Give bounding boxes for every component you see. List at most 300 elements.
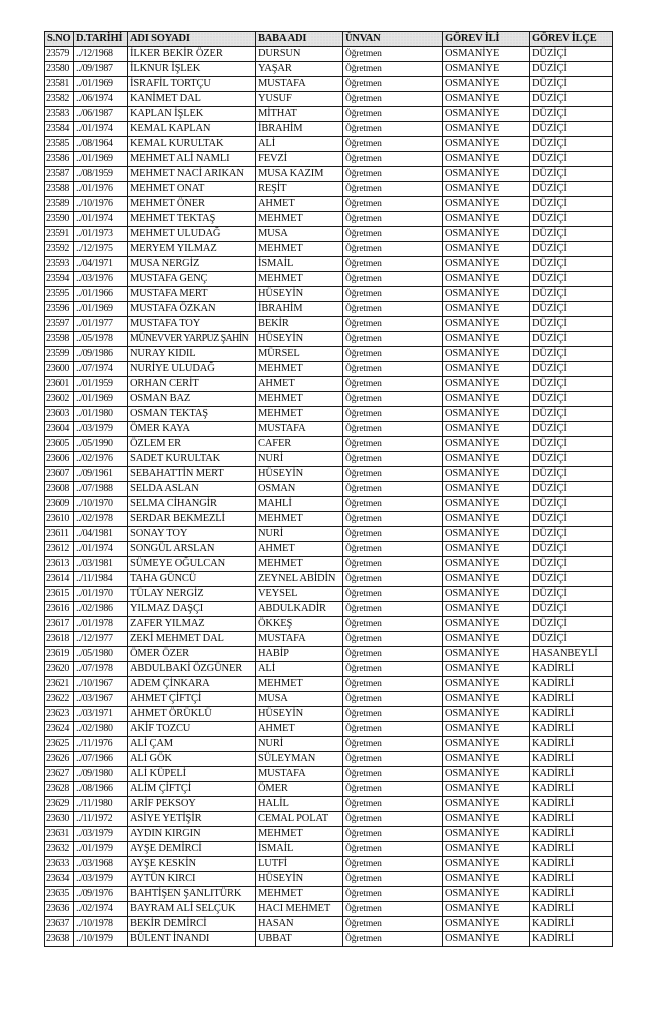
row-birth-date: ../11/1976 bbox=[74, 737, 128, 752]
row-birth-date: ../02/1974 bbox=[74, 902, 128, 917]
row-full-name: ÖZLEM ER bbox=[128, 437, 256, 452]
row-title: Öğretmen bbox=[343, 107, 443, 122]
table-row bbox=[45, 527, 613, 542]
row-title: Öğretmen bbox=[343, 437, 443, 452]
row-birth-date: ../12/1975 bbox=[74, 242, 128, 257]
row-title: Öğretmen bbox=[343, 782, 443, 797]
row-district: KADİRLİ bbox=[530, 737, 613, 752]
row-full-name: KANİMET DAL bbox=[128, 92, 256, 107]
row-province: OSMANİYE bbox=[443, 767, 530, 782]
row-birth-date: ../07/1978 bbox=[74, 662, 128, 677]
row-province: OSMANİYE bbox=[443, 467, 530, 482]
row-full-name: ZEKİ MEHMET DAL bbox=[128, 632, 256, 647]
row-province: OSMANİYE bbox=[443, 842, 530, 857]
table-row bbox=[45, 377, 613, 392]
table-row bbox=[45, 782, 613, 797]
row-title: Öğretmen bbox=[343, 317, 443, 332]
row-father-name: AHMET bbox=[256, 377, 343, 392]
row-district: DÜZİÇİ bbox=[530, 242, 613, 257]
row-birth-date: ../11/1980 bbox=[74, 797, 128, 812]
row-full-name: AYTÜN KIRCI bbox=[128, 872, 256, 887]
row-father-name: CAFER bbox=[256, 437, 343, 452]
row-full-name: MEHMET ULUDAĞ bbox=[128, 227, 256, 242]
row-sno: 23612 bbox=[45, 542, 74, 557]
row-full-name: AYDIN KIRGIN bbox=[128, 827, 256, 842]
row-sno: 23596 bbox=[45, 302, 74, 317]
row-sno: 23588 bbox=[45, 182, 74, 197]
row-full-name: ALİ GÖK bbox=[128, 752, 256, 767]
table-row bbox=[45, 872, 613, 887]
row-father-name: HALİL bbox=[256, 797, 343, 812]
row-father-name: YAŞAR bbox=[256, 62, 343, 77]
row-title: Öğretmen bbox=[343, 632, 443, 647]
table-row bbox=[45, 272, 613, 287]
row-father-name: NURİ bbox=[256, 527, 343, 542]
row-sno: 23613 bbox=[45, 557, 74, 572]
row-sno: 23620 bbox=[45, 662, 74, 677]
row-birth-date: ../01/1969 bbox=[74, 302, 128, 317]
row-district: DÜZİÇİ bbox=[530, 332, 613, 347]
row-full-name: BAYRAM ALİ SELÇUK bbox=[128, 902, 256, 917]
row-birth-date: ../01/1970 bbox=[74, 587, 128, 602]
row-father-name: İSMAİL bbox=[256, 842, 343, 857]
row-birth-date: ../01/1978 bbox=[74, 617, 128, 632]
row-title: Öğretmen bbox=[343, 647, 443, 662]
table-row bbox=[45, 317, 613, 332]
row-province: OSMANİYE bbox=[443, 437, 530, 452]
row-full-name: KEMAL KURULTAK bbox=[128, 137, 256, 152]
row-birth-date: ../03/1979 bbox=[74, 872, 128, 887]
row-province: OSMANİYE bbox=[443, 392, 530, 407]
row-birth-date: ../02/1976 bbox=[74, 452, 128, 467]
row-province: OSMANİYE bbox=[443, 242, 530, 257]
row-sno: 23582 bbox=[45, 92, 74, 107]
row-sno: 23602 bbox=[45, 392, 74, 407]
row-title: Öğretmen bbox=[343, 812, 443, 827]
row-title: Öğretmen bbox=[343, 887, 443, 902]
row-father-name: MUSTAFA bbox=[256, 422, 343, 437]
row-father-name: MEHMET bbox=[256, 887, 343, 902]
row-district: KADİRLİ bbox=[530, 812, 613, 827]
row-district: DÜZİÇİ bbox=[530, 497, 613, 512]
row-full-name: BÜLENT İNANDI bbox=[128, 932, 256, 947]
row-father-name: MEHMET bbox=[256, 677, 343, 692]
row-province: OSMANİYE bbox=[443, 197, 530, 212]
row-birth-date: ../01/1977 bbox=[74, 317, 128, 332]
row-province: OSMANİYE bbox=[443, 647, 530, 662]
row-province: OSMANİYE bbox=[443, 362, 530, 377]
row-birth-date: ../08/1964 bbox=[74, 137, 128, 152]
row-title: Öğretmen bbox=[343, 257, 443, 272]
row-father-name: MEHMET bbox=[256, 827, 343, 842]
row-district: DÜZİÇİ bbox=[530, 137, 613, 152]
row-district: DÜZİÇİ bbox=[530, 167, 613, 182]
table-row bbox=[45, 122, 613, 137]
row-title: Öğretmen bbox=[343, 122, 443, 137]
table-row bbox=[45, 47, 613, 62]
row-full-name: SERDAR BEKMEZLİ bbox=[128, 512, 256, 527]
row-sno: 23584 bbox=[45, 122, 74, 137]
table-row bbox=[45, 407, 613, 422]
row-title: Öğretmen bbox=[343, 77, 443, 92]
row-title: Öğretmen bbox=[343, 707, 443, 722]
row-district: DÜZİÇİ bbox=[530, 152, 613, 167]
row-district: DÜZİÇİ bbox=[530, 602, 613, 617]
row-full-name: MUSTAFA ÖZKAN bbox=[128, 302, 256, 317]
row-sno: 23585 bbox=[45, 137, 74, 152]
row-full-name: İLKER BEKİR ÖZER bbox=[128, 47, 256, 62]
row-birth-date: ../02/1986 bbox=[74, 602, 128, 617]
row-sno: 23597 bbox=[45, 317, 74, 332]
header-district: GÖREV İLÇE bbox=[530, 32, 613, 47]
row-birth-date: ../03/1979 bbox=[74, 827, 128, 842]
row-full-name: AHMET ÖRÜKLÜ bbox=[128, 707, 256, 722]
row-father-name: MEHMET bbox=[256, 362, 343, 377]
row-province: OSMANİYE bbox=[443, 167, 530, 182]
row-province: OSMANİYE bbox=[443, 272, 530, 287]
row-district: DÜZİÇİ bbox=[530, 77, 613, 92]
row-district: DÜZİÇİ bbox=[530, 482, 613, 497]
table-row bbox=[45, 287, 613, 302]
row-sno: 23631 bbox=[45, 827, 74, 842]
row-father-name: İBRAHİM bbox=[256, 122, 343, 137]
table-row bbox=[45, 437, 613, 452]
row-sno: 23590 bbox=[45, 212, 74, 227]
row-province: OSMANİYE bbox=[443, 932, 530, 947]
row-sno: 23628 bbox=[45, 782, 74, 797]
table-row bbox=[45, 137, 613, 152]
row-province: OSMANİYE bbox=[443, 152, 530, 167]
row-title: Öğretmen bbox=[343, 737, 443, 752]
row-father-name: HÜSEYİN bbox=[256, 467, 343, 482]
row-sno: 23592 bbox=[45, 242, 74, 257]
row-district: DÜZİÇİ bbox=[530, 272, 613, 287]
row-sno: 23624 bbox=[45, 722, 74, 737]
row-district: DÜZİÇİ bbox=[530, 227, 613, 242]
row-father-name: MEHMET bbox=[256, 512, 343, 527]
table-row bbox=[45, 887, 613, 902]
row-father-name: REŞİT bbox=[256, 182, 343, 197]
row-father-name: MUSTAFA bbox=[256, 77, 343, 92]
row-full-name: SONGÜL ARSLAN bbox=[128, 542, 256, 557]
table-row bbox=[45, 542, 613, 557]
row-sno: 23589 bbox=[45, 197, 74, 212]
row-province: OSMANİYE bbox=[443, 902, 530, 917]
row-title: Öğretmen bbox=[343, 767, 443, 782]
table-row bbox=[45, 257, 613, 272]
row-birth-date: ../07/1974 bbox=[74, 362, 128, 377]
row-full-name: TÜLAY NERGİZ bbox=[128, 587, 256, 602]
row-full-name: SADET KURULTAK bbox=[128, 452, 256, 467]
row-father-name: FEVZİ bbox=[256, 152, 343, 167]
row-father-name: YUSUF bbox=[256, 92, 343, 107]
row-birth-date: ../09/1980 bbox=[74, 767, 128, 782]
row-birth-date: ../07/1966 bbox=[74, 752, 128, 767]
row-title: Öğretmen bbox=[343, 272, 443, 287]
row-father-name: MEHMET bbox=[256, 212, 343, 227]
row-sno: 23610 bbox=[45, 512, 74, 527]
row-district: DÜZİÇİ bbox=[530, 362, 613, 377]
table-row bbox=[45, 827, 613, 842]
table-body bbox=[45, 47, 613, 947]
row-father-name: AHMET bbox=[256, 197, 343, 212]
row-birth-date: ../01/1969 bbox=[74, 152, 128, 167]
row-sno: 23629 bbox=[45, 797, 74, 812]
personnel-table bbox=[44, 31, 613, 947]
row-full-name: SÜMEYE OĞULCAN bbox=[128, 557, 256, 572]
row-father-name: ABDULKADİR bbox=[256, 602, 343, 617]
row-title: Öğretmen bbox=[343, 917, 443, 932]
row-district: KADİRLİ bbox=[530, 932, 613, 947]
row-district: KADİRLİ bbox=[530, 797, 613, 812]
row-sno: 23619 bbox=[45, 647, 74, 662]
row-sno: 23606 bbox=[45, 452, 74, 467]
row-title: Öğretmen bbox=[343, 347, 443, 362]
row-birth-date: ../01/1979 bbox=[74, 842, 128, 857]
row-district: DÜZİÇİ bbox=[530, 437, 613, 452]
row-title: Öğretmen bbox=[343, 47, 443, 62]
row-sno: 23621 bbox=[45, 677, 74, 692]
row-province: OSMANİYE bbox=[443, 542, 530, 557]
row-father-name: HÜSEYİN bbox=[256, 872, 343, 887]
row-full-name: SEBAHATTİN MERT bbox=[128, 467, 256, 482]
row-title: Öğretmen bbox=[343, 392, 443, 407]
row-father-name: MUSA bbox=[256, 227, 343, 242]
row-full-name: AYŞE KESKİN bbox=[128, 857, 256, 872]
row-father-name: HABİP bbox=[256, 647, 343, 662]
row-full-name: MUSTAFA GENÇ bbox=[128, 272, 256, 287]
table-row bbox=[45, 737, 613, 752]
row-birth-date: ../01/1974 bbox=[74, 122, 128, 137]
row-province: OSMANİYE bbox=[443, 332, 530, 347]
row-full-name: OSMAN TEKTAŞ bbox=[128, 407, 256, 422]
row-birth-date: ../03/1968 bbox=[74, 857, 128, 872]
row-full-name: SONAY TOY bbox=[128, 527, 256, 542]
row-title: Öğretmen bbox=[343, 602, 443, 617]
row-birth-date: ../03/1981 bbox=[74, 557, 128, 572]
row-full-name: OSMAN BAZ bbox=[128, 392, 256, 407]
row-sno: 23600 bbox=[45, 362, 74, 377]
row-province: OSMANİYE bbox=[443, 122, 530, 137]
row-birth-date: ../12/1968 bbox=[74, 47, 128, 62]
row-birth-date: ../05/1980 bbox=[74, 647, 128, 662]
row-district: DÜZİÇİ bbox=[530, 347, 613, 362]
row-birth-date: ../12/1977 bbox=[74, 632, 128, 647]
row-father-name: İBRAHİM bbox=[256, 302, 343, 317]
row-title: Öğretmen bbox=[343, 467, 443, 482]
table-row bbox=[45, 917, 613, 932]
row-province: OSMANİYE bbox=[443, 677, 530, 692]
row-birth-date: ../03/1971 bbox=[74, 707, 128, 722]
row-father-name: UBBAT bbox=[256, 932, 343, 947]
row-full-name: NURİYE ULUDAĞ bbox=[128, 362, 256, 377]
row-full-name: İLKNUR İŞLEK bbox=[128, 62, 256, 77]
row-birth-date: ../09/1961 bbox=[74, 467, 128, 482]
row-sno: 23627 bbox=[45, 767, 74, 782]
table-row bbox=[45, 182, 613, 197]
header-title: ÜNVAN bbox=[343, 32, 443, 47]
row-district: KADİRLİ bbox=[530, 842, 613, 857]
row-birth-date: ../01/1973 bbox=[74, 227, 128, 242]
row-title: Öğretmen bbox=[343, 752, 443, 767]
row-title: Öğretmen bbox=[343, 167, 443, 182]
row-sno: 23634 bbox=[45, 872, 74, 887]
table-row bbox=[45, 482, 613, 497]
row-full-name: AHMET ÇİFTÇİ bbox=[128, 692, 256, 707]
row-title: Öğretmen bbox=[343, 152, 443, 167]
row-province: OSMANİYE bbox=[443, 557, 530, 572]
table-row bbox=[45, 392, 613, 407]
row-province: OSMANİYE bbox=[443, 92, 530, 107]
table-row bbox=[45, 842, 613, 857]
row-sno: 23625 bbox=[45, 737, 74, 752]
row-title: Öğretmen bbox=[343, 242, 443, 257]
row-full-name: AKİF TOZCU bbox=[128, 722, 256, 737]
row-full-name: NURAY KIDIL bbox=[128, 347, 256, 362]
row-title: Öğretmen bbox=[343, 842, 443, 857]
table-row bbox=[45, 572, 613, 587]
table-row bbox=[45, 857, 613, 872]
row-father-name: ALİ bbox=[256, 137, 343, 152]
row-district: DÜZİÇİ bbox=[530, 407, 613, 422]
row-province: OSMANİYE bbox=[443, 512, 530, 527]
row-sno: 23580 bbox=[45, 62, 74, 77]
row-province: OSMANİYE bbox=[443, 812, 530, 827]
row-province: OSMANİYE bbox=[443, 752, 530, 767]
row-full-name: ZAFER YILMAZ bbox=[128, 617, 256, 632]
table-row bbox=[45, 722, 613, 737]
row-birth-date: ../11/1972 bbox=[74, 812, 128, 827]
row-title: Öğretmen bbox=[343, 377, 443, 392]
row-father-name: AHMET bbox=[256, 722, 343, 737]
row-sno: 23603 bbox=[45, 407, 74, 422]
row-district: DÜZİÇİ bbox=[530, 47, 613, 62]
row-father-name: MİTHAT bbox=[256, 107, 343, 122]
row-sno: 23586 bbox=[45, 152, 74, 167]
row-province: OSMANİYE bbox=[443, 257, 530, 272]
table-row bbox=[45, 902, 613, 917]
row-sno: 23593 bbox=[45, 257, 74, 272]
row-title: Öğretmen bbox=[343, 227, 443, 242]
row-birth-date: ../01/1974 bbox=[74, 542, 128, 557]
row-birth-date: ../10/1976 bbox=[74, 197, 128, 212]
row-birth-date: ../04/1971 bbox=[74, 257, 128, 272]
row-title: Öğretmen bbox=[343, 302, 443, 317]
row-full-name: ALİM ÇİFTÇİ bbox=[128, 782, 256, 797]
table-row bbox=[45, 647, 613, 662]
row-province: OSMANİYE bbox=[443, 347, 530, 362]
row-sno: 23630 bbox=[45, 812, 74, 827]
row-district: KADİRLİ bbox=[530, 677, 613, 692]
row-province: OSMANİYE bbox=[443, 137, 530, 152]
header-province: GÖREV İLİ bbox=[443, 32, 530, 47]
row-title: Öğretmen bbox=[343, 62, 443, 77]
row-province: OSMANİYE bbox=[443, 407, 530, 422]
row-title: Öğretmen bbox=[343, 512, 443, 527]
row-district: DÜZİÇİ bbox=[530, 107, 613, 122]
row-full-name: ÖMER ÖZER bbox=[128, 647, 256, 662]
table-row bbox=[45, 662, 613, 677]
row-father-name: MÜRSEL bbox=[256, 347, 343, 362]
row-district: HASANBEYLİ bbox=[530, 647, 613, 662]
row-birth-date: ../06/1974 bbox=[74, 92, 128, 107]
row-birth-date: ../02/1980 bbox=[74, 722, 128, 737]
row-district: DÜZİÇİ bbox=[530, 572, 613, 587]
header-father-name: BABA ADI bbox=[256, 32, 343, 47]
row-province: OSMANİYE bbox=[443, 107, 530, 122]
row-sno: 23609 bbox=[45, 497, 74, 512]
row-district: DÜZİÇİ bbox=[530, 212, 613, 227]
table-row bbox=[45, 332, 613, 347]
row-sno: 23617 bbox=[45, 617, 74, 632]
row-birth-date: ../08/1966 bbox=[74, 782, 128, 797]
row-province: OSMANİYE bbox=[443, 887, 530, 902]
row-district: KADİRLİ bbox=[530, 902, 613, 917]
row-full-name: SELDA ASLAN bbox=[128, 482, 256, 497]
row-full-name: MUSTAFA MERT bbox=[128, 287, 256, 302]
table-row bbox=[45, 227, 613, 242]
row-birth-date: ../01/1966 bbox=[74, 287, 128, 302]
row-birth-date: ../10/1979 bbox=[74, 932, 128, 947]
row-sno: 23594 bbox=[45, 272, 74, 287]
row-birth-date: ../03/1979 bbox=[74, 422, 128, 437]
row-full-name: MEHMET ÖNER bbox=[128, 197, 256, 212]
row-birth-date: ../01/1969 bbox=[74, 392, 128, 407]
row-birth-date: ../09/1987 bbox=[74, 62, 128, 77]
row-birth-date: ../06/1987 bbox=[74, 107, 128, 122]
row-sno: 23626 bbox=[45, 752, 74, 767]
row-title: Öğretmen bbox=[343, 212, 443, 227]
table-row bbox=[45, 932, 613, 947]
row-father-name: BEKİR bbox=[256, 317, 343, 332]
row-district: DÜZİÇİ bbox=[530, 377, 613, 392]
row-title: Öğretmen bbox=[343, 827, 443, 842]
row-father-name: NURİ bbox=[256, 452, 343, 467]
row-sno: 23635 bbox=[45, 887, 74, 902]
row-birth-date: ../10/1978 bbox=[74, 917, 128, 932]
row-father-name: MEHMET bbox=[256, 242, 343, 257]
row-district: DÜZİÇİ bbox=[530, 317, 613, 332]
row-sno: 23604 bbox=[45, 422, 74, 437]
row-father-name: MEHMET bbox=[256, 272, 343, 287]
row-district: KADİRLİ bbox=[530, 662, 613, 677]
row-full-name: BEKİR DEMİRCİ bbox=[128, 917, 256, 932]
row-birth-date: ../09/1986 bbox=[74, 347, 128, 362]
row-district: DÜZİÇİ bbox=[530, 257, 613, 272]
row-province: OSMANİYE bbox=[443, 317, 530, 332]
row-full-name: MEHMET NACİ ARIKAN bbox=[128, 167, 256, 182]
row-district: DÜZİÇİ bbox=[530, 467, 613, 482]
row-title: Öğretmen bbox=[343, 482, 443, 497]
row-full-name: MERYEM YILMAZ bbox=[128, 242, 256, 257]
row-title: Öğretmen bbox=[343, 722, 443, 737]
row-birth-date: ../01/1974 bbox=[74, 212, 128, 227]
row-title: Öğretmen bbox=[343, 902, 443, 917]
row-title: Öğretmen bbox=[343, 332, 443, 347]
table-row bbox=[45, 797, 613, 812]
row-sno: 23591 bbox=[45, 227, 74, 242]
row-district: DÜZİÇİ bbox=[530, 122, 613, 137]
row-father-name: DURSUN bbox=[256, 47, 343, 62]
row-father-name: HÜSEYİN bbox=[256, 287, 343, 302]
row-title: Öğretmen bbox=[343, 287, 443, 302]
row-full-name: KEMAL KAPLAN bbox=[128, 122, 256, 137]
row-province: OSMANİYE bbox=[443, 617, 530, 632]
table-row bbox=[45, 752, 613, 767]
row-sno: 23615 bbox=[45, 587, 74, 602]
row-sno: 23623 bbox=[45, 707, 74, 722]
row-district: KADİRLİ bbox=[530, 782, 613, 797]
